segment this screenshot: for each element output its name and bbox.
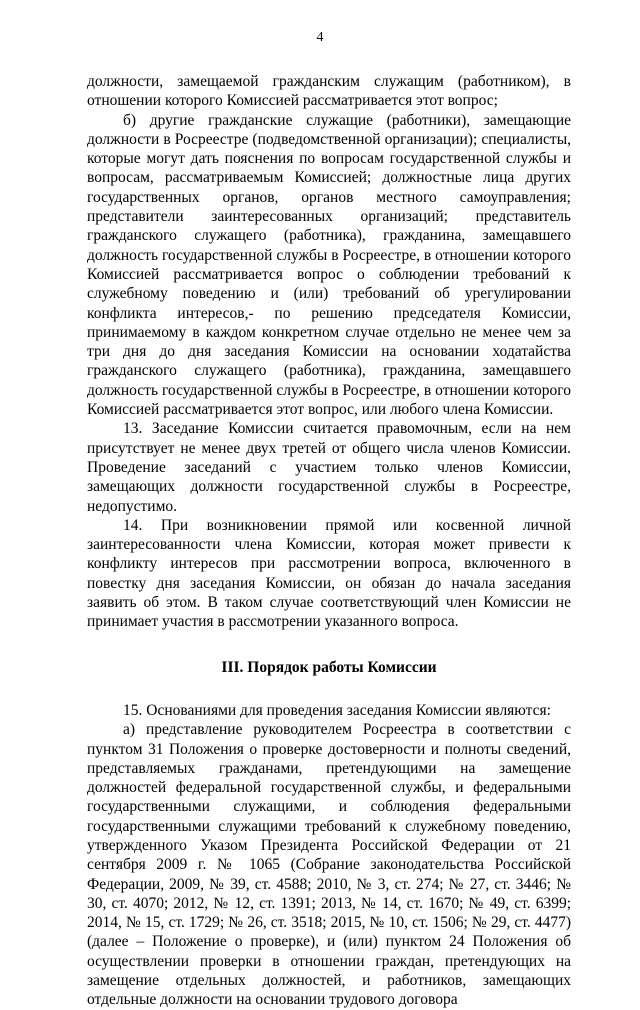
document-body [87, 72, 571, 1010]
section-heading: III. Порядок работы Комиссии [221, 658, 437, 676]
paragraph-15: 15. Основаниями для проведения заседания Комиссии являются: [123, 701, 551, 719]
paragraph-15-a: а) представление руководителем Росреестра в соответствии с пунктом 31 Положения о проверке достоверности и полноты сведений, представляемых гражданами, претендующими на замещение должностей федеральной государственной службы, и федеральными государственными служащими, и соблюдения федеральными государственными служащими требований к служебному поведению, утвержденного Указом Президента Российской Федерации от 21 сентября 2009 г. № 1065 (Собрание законодательства Российской Федерации, 2009, № 39, ст. 4588; 2010, № 3, ст. 274; № 27, ст. 3446; № 30, ст. 4070; 2012, № 12, ст. 1391; 2013, № 14, ст. 1670; № 49, ст. 6399; 2014, № 15, ст. 1729; № 26, ст. 3518; 2015, № 10, ст. 1506; № 29, ст. 4477) (далее – Положение о проверке), и (или) пунктом 24 Положения об осуществлении проверки в отношении граждан, претендующих на замещение отдельных должностей, и работников, замещающих отдельные должности на основании трудового договора [87, 721, 571, 1009]
paragraph-13: 13. Заседание Комиссии считается правомочным, если на нем присутствует не менее двух третей от общего числа членов Комиссии. Проведение заседаний с участием только членов Комиссии, замещающих должности государственной службы в Росреестре, недопустимо. [87, 420, 571, 515]
page-number: 4 [316, 30, 324, 45]
paragraph-continuation: должности, замещаемой гражданским служащим (работником), в отношении которого Комиссией рассматривается этот вопрос; [87, 73, 571, 110]
paragraph-14: 14. При возникновении прямой или косвенной личной заинтересованности члена Комиссии, которая может привести к конфликту интересов при рассмотрении вопроса, включенного в повестку дня заседания Комиссии, он обязан до начала заседания заявить об этом. В таком случае соответствующий член Комиссии не принимает участия в рассмотрении указанного вопроса. [87, 516, 571, 631]
paragraph-item-b: б) другие гражданские служащие (работники), замещающие должности в Росреестре (подведомственной организации); специалисты, которые могут дать пояснения по вопросам государственной службы и вопросам, рассматриваемым Комиссией; должностные лица других государственных органов, органов местного самоуправления; представители заинтересованных организаций; представитель гражданского служащего (работника), гражданина, замещавшего должность государственной службы в Росреестре, в отношении которого Комиссией рассматривается вопрос о соблюдении требований к служебному поведению и (или) требований об урегулировании конфликта интересов,- по решению председателя Комиссии, принимаемому в каждом конкретном случае отдельно не менее чем за три дня до дня заседания Комиссии на основании ходатайства гражданского служащего (работника), гражданина, замещавшего должность государственной службы в Росреестре, в отношении которого Комиссией рассматривается этот вопрос, или любого члена Комиссии. [87, 111, 571, 419]
